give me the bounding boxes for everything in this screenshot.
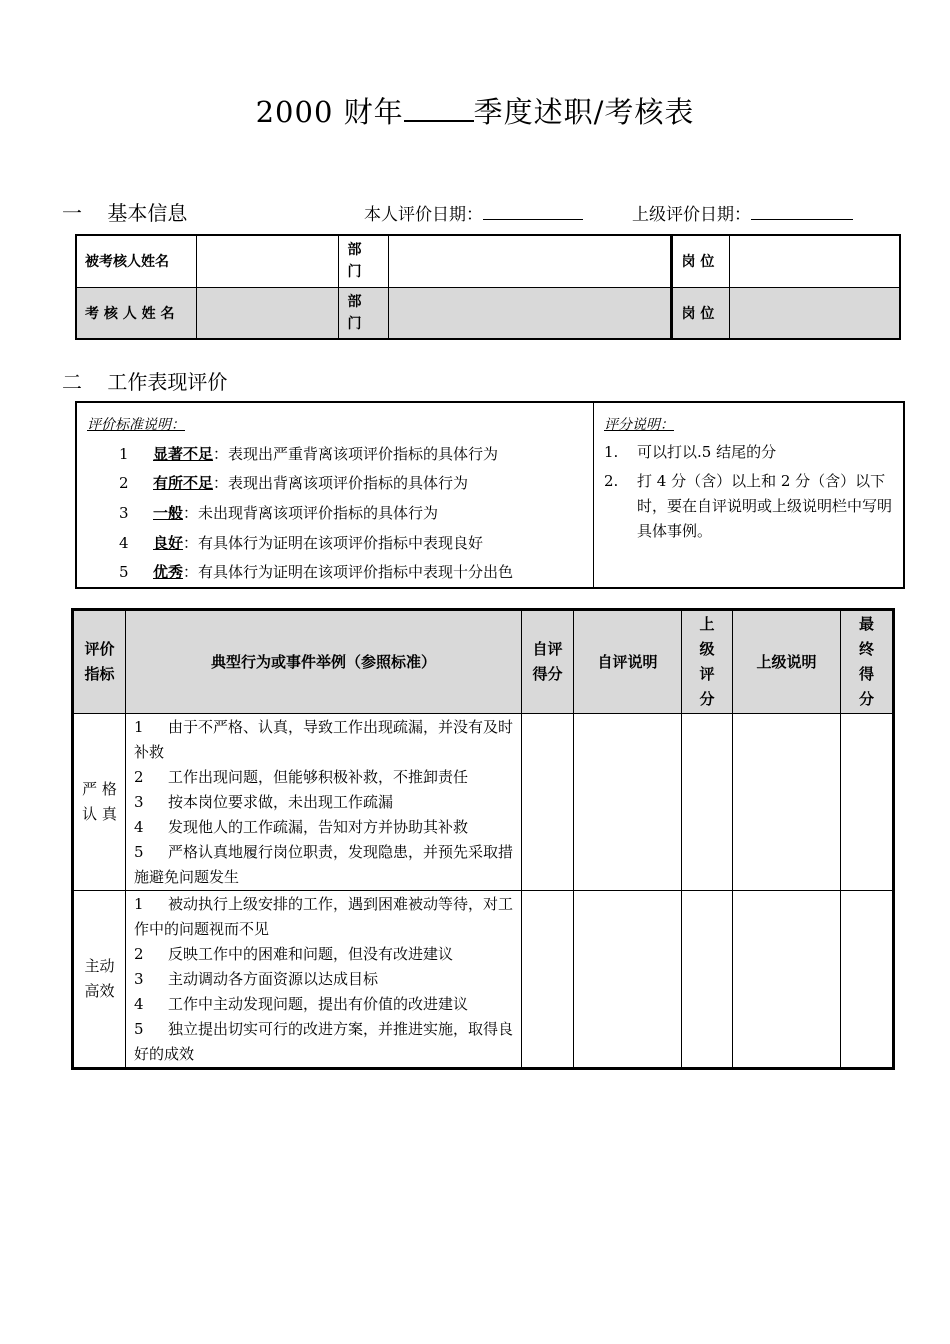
standard-item: 3 一般：未出现背离该项评价指标的具体行为 [119, 504, 439, 522]
boss-note-field[interactable] [733, 891, 841, 1069]
self-score-field[interactable] [522, 714, 574, 891]
boss-date-label: 上级评价日期： [632, 205, 751, 225]
header-boss-note: 上级说明 [733, 610, 841, 714]
standards-header: 评价标准说明： [87, 417, 185, 433]
dept-label: 部门 [338, 235, 388, 287]
boss-date [632, 200, 853, 225]
dept-label: 部门 [338, 287, 388, 339]
eval-row-strict [73, 714, 894, 891]
self-score-field[interactable] [522, 891, 574, 1069]
section-performance: 二 工作表现评价 [62, 370, 228, 394]
behavior-item: 1 由于不严格、认真，导致工作出现疏漏，并没有及时补救 [134, 718, 514, 761]
standards-box [75, 401, 905, 589]
header-indicator: 评价指标 [73, 610, 126, 714]
scoring-panel: 评分说明： 1. 可以打以.5 结尾的分 2. 打 4 分（含）以上和 2 分（含）以下时，要在自评说明或上级说明栏中写明具体事例。 [594, 403, 903, 587]
final-score-field[interactable] [841, 891, 894, 1069]
behavior-item: 5 严格认真地履行岗位职责，发现隐患，并预先采取措施避免问题发生 [134, 843, 514, 886]
self-note-field[interactable] [574, 714, 682, 891]
standard-item: 5 优秀：有具体行为证明在该项评价指标中表现十分出色 [119, 563, 514, 581]
indicator-cell: 主动 高效 [73, 891, 126, 1069]
title-prefix: 2000 财年 [255, 95, 404, 129]
scoring-header: 评分说明： [604, 417, 674, 433]
behavior-item: 4 工作中主动发现问题，提出有价值的改进建议 [134, 995, 469, 1013]
evaluation-table [71, 608, 895, 1070]
header-behavior: 典型行为或事件举例（参照标准） [126, 610, 522, 714]
behavior-cell [126, 891, 522, 1069]
header-self-note: 自评说明 [574, 610, 682, 714]
behavior-item: 4 发现他人的工作疏漏，告知对方并协助其补救 [134, 818, 469, 836]
standards-panel [77, 403, 594, 587]
examinee-name-label: 被考核人姓名 [76, 235, 196, 287]
post-field[interactable] [729, 287, 900, 339]
behavior-item: 5 独立提出切实可行的改进方案，并推进实施，取得良好的成效 [134, 1020, 514, 1063]
examiner-name-field[interactable] [196, 287, 338, 339]
self-date [364, 200, 583, 225]
title-suffix: 季度述职/考核表 [473, 95, 695, 129]
examinee-name-field[interactable] [196, 235, 338, 287]
boss-score-field[interactable] [682, 891, 733, 1069]
post-label: 岗 位 [671, 235, 729, 287]
dept-field[interactable] [388, 287, 671, 339]
standard-item: 2 有所不足：表现出背离该项评价指标的具体行为 [119, 474, 469, 492]
standard-item: 1 显著不足：表现出严重背离该项评价指标的具体行为 [119, 445, 499, 463]
indicator-cell: 严 格 认 真 [73, 714, 126, 891]
behavior-cell [126, 714, 522, 891]
boss-date-field[interactable] [751, 201, 853, 220]
form-title [0, 90, 950, 131]
boss-score-field[interactable] [682, 714, 733, 891]
eval-row-proactive [73, 891, 894, 1069]
examiner-name-label: 考 核 人 姓 名 [76, 287, 196, 339]
behavior-item: 1 被动执行上级安排的工作，遇到困难被动等待，对工作中的问题视而不见 [134, 895, 514, 938]
examiner-row [76, 287, 900, 339]
final-score-field[interactable] [841, 714, 894, 891]
behavior-item: 2 工作出现问题，但能够积极补救，不推卸责任 [134, 768, 469, 786]
boss-note-field[interactable] [733, 714, 841, 891]
post-label: 岗 位 [671, 287, 729, 339]
self-note-field[interactable] [574, 891, 682, 1069]
self-date-label: 本人评价日期： [364, 205, 483, 225]
dept-field[interactable] [388, 235, 671, 287]
behavior-item: 2 反映工作中的困难和问题，但没有改进建议 [134, 945, 454, 963]
standard-item: 4 良好：有具体行为证明在该项评价指标中表现良好 [119, 534, 484, 552]
eval-header-row [73, 610, 894, 714]
quarter-blank[interactable] [404, 94, 474, 122]
header-boss-score: 上级评分 [682, 610, 733, 714]
basic-info-table [75, 234, 901, 340]
post-field[interactable] [729, 235, 900, 287]
header-final-score: 最终得分 [841, 610, 894, 714]
behavior-item: 3 按本岗位要求做，未出现工作疏漏 [134, 793, 394, 811]
header-self-score: 自评得分 [522, 610, 574, 714]
behavior-item: 3 主动调动各方面资源以达成目标 [134, 970, 379, 988]
self-date-field[interactable] [483, 201, 583, 220]
examinee-row [76, 235, 900, 287]
section-basic-info: 一 基本信息 [62, 201, 188, 225]
